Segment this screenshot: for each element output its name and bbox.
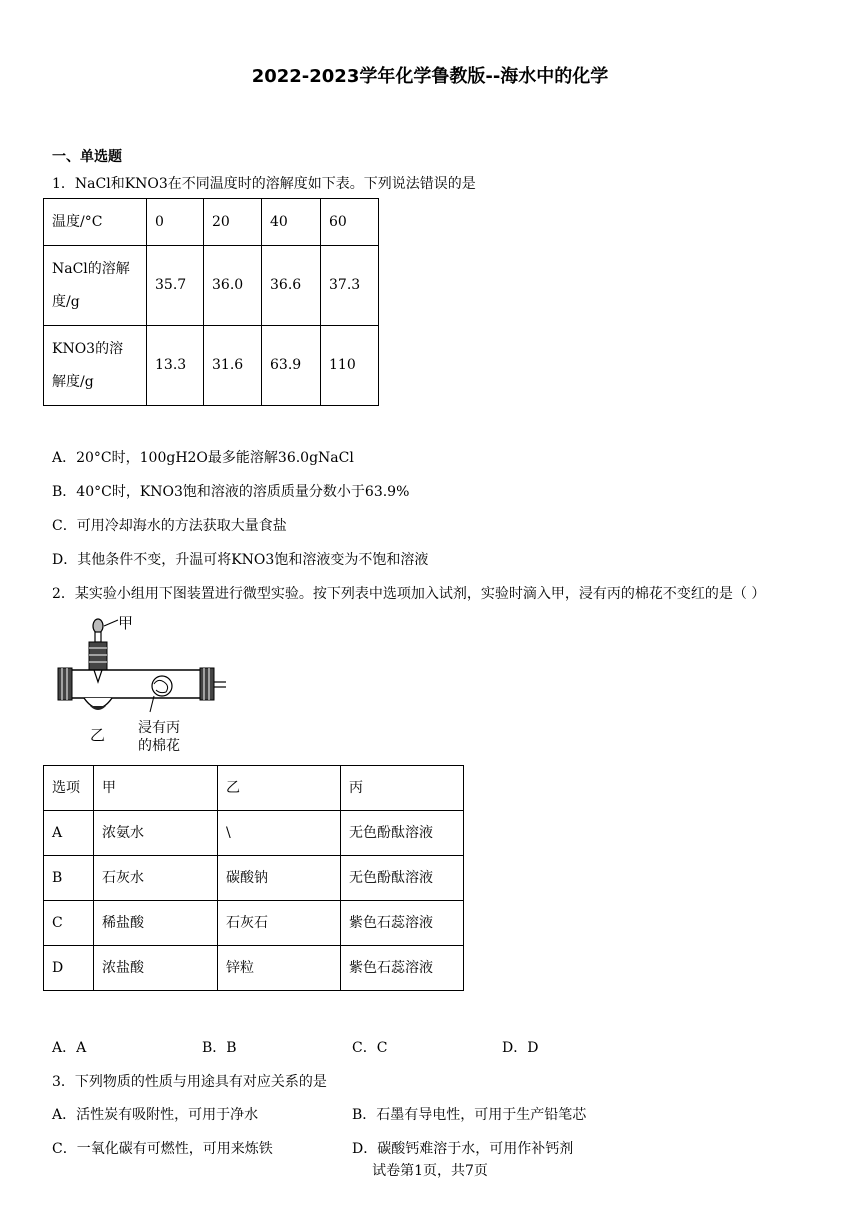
q2-option-b: B．B	[202, 1040, 237, 1056]
table-cell: 无色酚酞溶液	[341, 811, 464, 856]
label-bing-1: 浸有丙	[138, 720, 180, 736]
table-header-cell: 乙	[218, 766, 341, 811]
table-cell: 无色酚酞溶液	[341, 856, 464, 901]
table-cell: 碳酸钠	[218, 856, 341, 901]
table-row	[44, 946, 464, 991]
q3-stem: 3．下列物质的性质与用途具有对应关系的是	[52, 1074, 327, 1090]
table-header-cell: 甲	[94, 766, 218, 811]
table-row	[44, 246, 379, 326]
q1-option-c: C．可用冷却海水的方法获取大量食盐	[52, 518, 287, 534]
table-cell: 锌粒	[218, 946, 341, 991]
q3-option-d: D．碳酸钙难溶于水，可用作补钙剂	[352, 1141, 574, 1157]
q1-option-d: D．其他条件不变，升温可将KNO3饱和溶液变为不饱和溶液	[52, 552, 429, 568]
table-cell: 35.7	[147, 246, 204, 326]
table-cell: 13.3	[147, 326, 204, 406]
q2-option-a: A．A	[52, 1040, 87, 1056]
reagent-table	[43, 765, 464, 991]
table-cell: 37.3	[321, 246, 379, 326]
row-label: KNO3的溶 解度/g	[44, 326, 147, 406]
table-cell: 浓氨水	[94, 811, 218, 856]
row-label: NaCl的溶解 度/g	[44, 246, 147, 326]
table-cell: 稀盐酸	[94, 901, 218, 946]
table-header-cell: 20	[204, 199, 262, 246]
table-header-cell: 60	[321, 199, 379, 246]
table-header-cell: 40	[262, 199, 321, 246]
q1-option-b: B．40°C时，KNO3饱和溶液的溶质质量分数小于63.9%	[52, 484, 410, 500]
q3-option-a: A．活性炭有吸附性，可用于净水	[52, 1107, 259, 1123]
table-cell: 紫色石蕊溶液	[341, 901, 464, 946]
table-cell: 紫色石蕊溶液	[341, 946, 464, 991]
label-jia: 甲	[118, 614, 134, 632]
page-footer: 试卷第1页，共7页	[372, 1163, 488, 1179]
table-cell: 36.0	[204, 246, 262, 326]
q1-option-a: A．20°C时，100gH2O最多能溶解36.0gNaCl	[52, 450, 354, 466]
table-cell: \	[218, 811, 341, 856]
q1-stem: 1．NaCl和KNO3在不同温度时的溶解度如下表。下列说法错误的是	[52, 176, 476, 192]
table-cell: 63.9	[262, 326, 321, 406]
table-cell: 110	[321, 326, 379, 406]
table-cell: D	[44, 946, 94, 991]
label-bing-2: 的棉花	[138, 738, 180, 754]
q3-option-c: C．一氧化碳有可燃性，可用来炼铁	[52, 1141, 273, 1157]
section-heading: 一、单选题	[52, 149, 122, 165]
table-row	[44, 199, 379, 246]
table-cell: 浓盐酸	[94, 946, 218, 991]
apparatus-figure	[54, 612, 244, 762]
label-yi: 乙	[90, 726, 106, 744]
table-header-cell: 0	[147, 199, 204, 246]
q2-option-c: C．C	[352, 1040, 388, 1056]
table-cell: A	[44, 811, 94, 856]
table-cell: 36.6	[262, 246, 321, 326]
table-cell: 石灰水	[94, 856, 218, 901]
table-header-cell: 丙	[341, 766, 464, 811]
solubility-table	[43, 198, 379, 406]
table-row	[44, 856, 464, 901]
table-header-cell: 温度/°C	[44, 199, 147, 246]
table-cell: 石灰石	[218, 901, 341, 946]
table-row	[44, 766, 464, 811]
page-title: 2022-2023学年化学鲁教版--海水中的化学	[251, 66, 609, 87]
q2-option-d: D．D	[502, 1040, 539, 1056]
q3-option-b: B．石墨有导电性，可用于生产铅笔芯	[352, 1107, 587, 1123]
table-row	[44, 901, 464, 946]
table-cell: 31.6	[204, 326, 262, 406]
q2-stem: 2．某实验小组用下图装置进行微型实验。按下列表中选项加入试剂，实验时滴入甲，浸有丙的棉花不变红的是（ ）	[52, 586, 766, 602]
table-header-cell: 选项	[44, 766, 94, 811]
table-row	[44, 326, 379, 406]
table-row	[44, 811, 464, 856]
table-cell: C	[44, 901, 94, 946]
table-cell: B	[44, 856, 94, 901]
